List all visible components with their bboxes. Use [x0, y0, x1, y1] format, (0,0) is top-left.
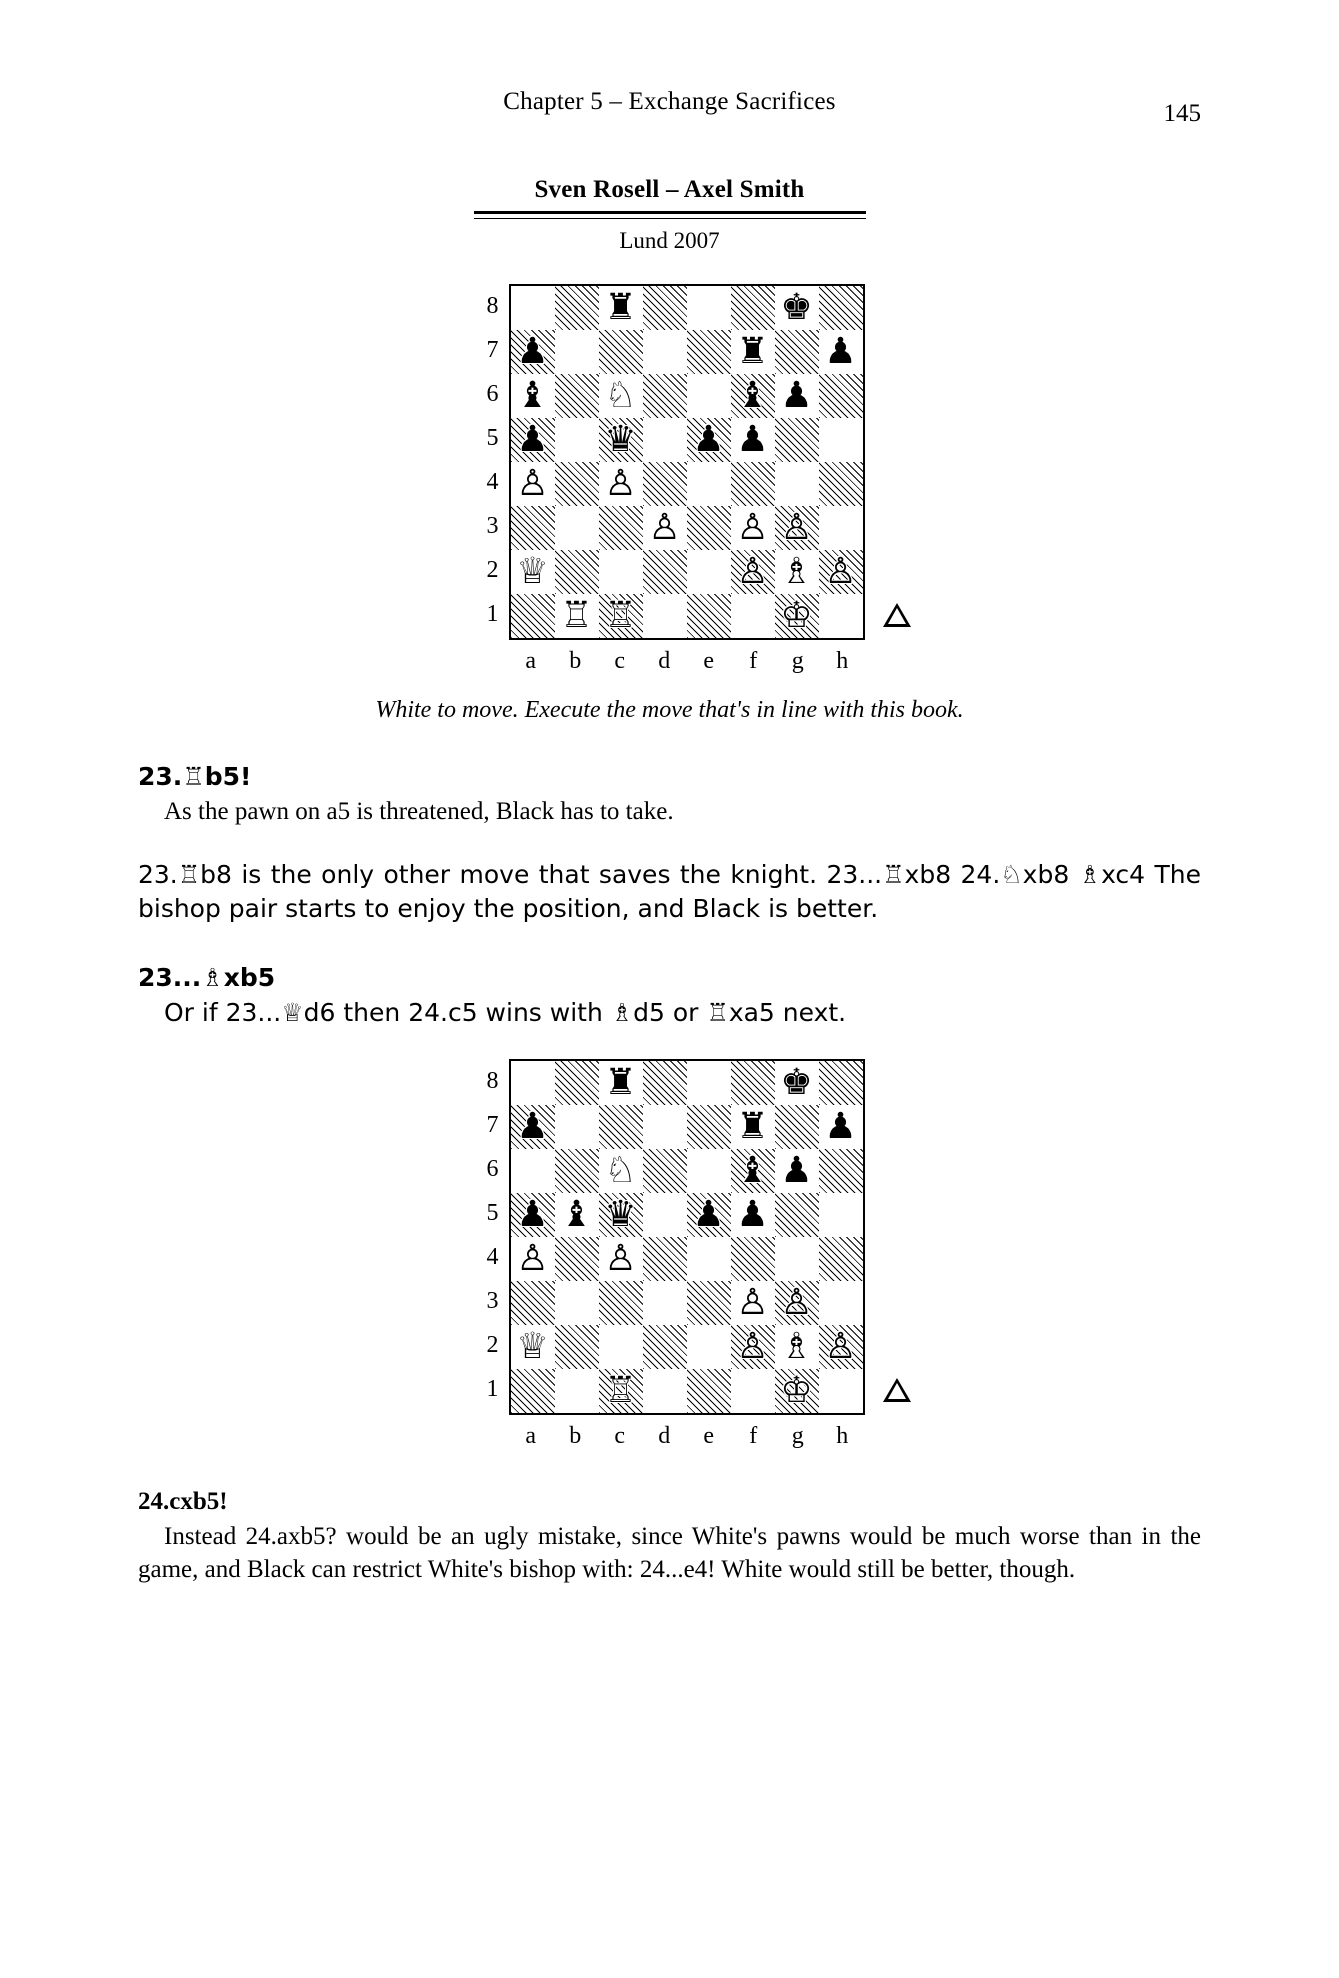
board-square: [555, 374, 599, 418]
file-label: f: [749, 648, 758, 674]
file-label: g: [791, 1423, 804, 1449]
move-23-note: As the pawn on a5 is threatened, Black has to take.: [164, 798, 674, 825]
board-square: [511, 1325, 555, 1369]
chess-piece: ♕: [516, 551, 549, 592]
move-heading-23-black: 23...♗xb5: [138, 962, 276, 992]
file-label: f: [749, 1423, 758, 1449]
board-square: [775, 1281, 819, 1325]
move-23-black-note: Or if 23...♕d6 then 24.c5 wins with ♗d5 or ♖xa5 next.: [164, 997, 847, 1027]
board-square: [643, 462, 687, 506]
rank-labels-1: [475, 284, 509, 636]
rank-label: 3: [486, 1288, 499, 1314]
board-square: [599, 550, 643, 594]
board-square: [555, 506, 599, 550]
board-square: [819, 1237, 863, 1281]
board-square: [775, 1105, 819, 1149]
board-square: [555, 286, 599, 330]
board-square: [819, 1281, 863, 1325]
chess-piece: ♙: [780, 1282, 813, 1323]
chapter-title: Chapter 5 – Exchange Sacrifices: [503, 88, 836, 115]
chess-piece: ♛: [604, 1194, 637, 1235]
chess-piece: ♙: [780, 507, 813, 548]
board-square: [511, 462, 555, 506]
board-square: [599, 506, 643, 550]
chess-piece: ♜: [736, 331, 769, 372]
board-square: [775, 1369, 819, 1413]
board-square: [643, 1105, 687, 1149]
board-square: [687, 1237, 731, 1281]
chess-diagram-1: [138, 284, 1201, 675]
chess-piece: ♙: [736, 1326, 769, 1367]
board-square: [555, 1281, 599, 1325]
board-square: [775, 1325, 819, 1369]
board-square: [599, 286, 643, 330]
header-divider: [474, 211, 866, 219]
chess-piece: ♚: [780, 287, 813, 328]
chess-piece: ♟: [824, 331, 857, 372]
chess-piece: ♕: [516, 1326, 549, 1367]
chess-piece: ♗: [780, 551, 813, 592]
board-square: [599, 462, 643, 506]
running-head: [138, 88, 1201, 128]
board-square: [511, 1281, 555, 1325]
board-square: [687, 1105, 731, 1149]
board-square: [775, 550, 819, 594]
board-square: [819, 1149, 863, 1193]
chess-piece: ♟: [780, 375, 813, 416]
chess-piece: ♟: [692, 1194, 725, 1235]
board-square: [687, 374, 731, 418]
board-square: [555, 462, 599, 506]
move-24-note: Instead 24.axb5? would be an ugly mistake, since White's pawns would be much worse than in the game, and Black can restrict White's bishop with: 24...e4! White would still be better, though.: [138, 1523, 1201, 1584]
chess-piece: ♙: [516, 463, 549, 504]
file-label: a: [525, 648, 537, 674]
chess-piece: ♛: [604, 419, 637, 460]
board-square: [687, 1193, 731, 1237]
board-square: [775, 418, 819, 462]
board-square: [687, 330, 731, 374]
rank-label: 8: [486, 293, 499, 319]
chess-piece: ♖: [560, 595, 593, 636]
board-square: [643, 550, 687, 594]
board-square: [819, 1193, 863, 1237]
board-square: [731, 594, 775, 638]
board-square: [687, 594, 731, 638]
rank-label: 6: [486, 1156, 499, 1182]
board-square: [511, 1105, 555, 1149]
board-square: [731, 550, 775, 594]
board-square: [775, 1149, 819, 1193]
board-square: [819, 1369, 863, 1413]
board-square: [643, 330, 687, 374]
board-square: [775, 374, 819, 418]
board-square: [731, 462, 775, 506]
chess-piece: ♙: [736, 551, 769, 592]
board-square: [643, 1193, 687, 1237]
board-square: [555, 330, 599, 374]
chess-piece: ♜: [604, 1062, 637, 1103]
file-label: g: [791, 648, 804, 674]
rank-label: 8: [486, 1068, 499, 1094]
white-to-move-triangle-icon: [883, 603, 911, 627]
board-square: [819, 506, 863, 550]
rank-label: 4: [486, 1244, 499, 1270]
board-square: [775, 1237, 819, 1281]
board-square: [731, 286, 775, 330]
board-square: [511, 1061, 555, 1105]
file-label: h: [836, 648, 849, 674]
board-square: [555, 594, 599, 638]
board-square: [731, 330, 775, 374]
file-label: a: [525, 1423, 537, 1449]
chess-piece: ♟: [824, 1106, 857, 1147]
diagram-1-caption: White to move. Execute the move that's in line with this book.: [375, 697, 964, 723]
chess-piece: ♟: [736, 1194, 769, 1235]
board-square: [599, 1237, 643, 1281]
rank-labels-2: [475, 1059, 509, 1411]
board-square: [775, 462, 819, 506]
chess-piece: ♔: [780, 595, 813, 636]
rank-label: 5: [486, 425, 499, 451]
board-square: [643, 1149, 687, 1193]
rank-label: 5: [486, 1200, 499, 1226]
event-line: Lund 2007: [619, 228, 720, 253]
board-square: [643, 1237, 687, 1281]
board-square: [511, 1193, 555, 1237]
board-square: [643, 1281, 687, 1325]
chess-piece: ♙: [824, 1326, 857, 1367]
chess-piece: ♖: [604, 595, 637, 636]
board-square: [599, 1105, 643, 1149]
rank-label: 7: [486, 337, 499, 363]
board-square: [511, 550, 555, 594]
chess-piece: ♝: [736, 1150, 769, 1191]
chess-piece: ♙: [736, 1282, 769, 1323]
file-labels-1: [509, 640, 865, 675]
rank-label: 6: [486, 381, 499, 407]
board-square: [687, 286, 731, 330]
file-label: h: [836, 1423, 849, 1449]
chess-piece: ♟: [516, 419, 549, 460]
chess-piece: ♙: [824, 551, 857, 592]
chess-piece: ♙: [516, 1238, 549, 1279]
board-square: [643, 1061, 687, 1105]
chess-piece: ♘: [604, 375, 637, 416]
board-square: [687, 1281, 731, 1325]
chess-piece: ♖: [604, 1370, 637, 1411]
white-to-move-triangle-icon: [883, 1378, 911, 1402]
board-square: [599, 374, 643, 418]
board-square: [643, 1369, 687, 1413]
board-square: [819, 1061, 863, 1105]
rank-label: 1: [486, 601, 499, 627]
board-square: [511, 374, 555, 418]
board-square: [819, 462, 863, 506]
move-heading-24: 24.cxb5!: [138, 1488, 228, 1515]
board-square: [819, 550, 863, 594]
board-square: [599, 1281, 643, 1325]
chessboard-2: [509, 1059, 865, 1415]
board-square: [775, 594, 819, 638]
game-header: [138, 176, 1201, 254]
chess-piece: ♘: [604, 1150, 637, 1191]
board-square: [775, 506, 819, 550]
board-square: [687, 1061, 731, 1105]
chess-piece: ♟: [516, 1106, 549, 1147]
board-square: [731, 506, 775, 550]
board-square: [643, 418, 687, 462]
move-23-alternative: 23.♖b8 is the only other move that saves the knight. 23...♖xb8 24.♘xb8 ♗xc4 The bishop pair starts to enjoy the position, and Black is better.: [138, 860, 1201, 923]
chess-piece: ♟: [516, 331, 549, 372]
rank-label: 2: [486, 557, 499, 583]
board-square: [555, 1325, 599, 1369]
board-square: [555, 1237, 599, 1281]
chess-piece: ♟: [736, 419, 769, 460]
board-square: [599, 1193, 643, 1237]
board-square: [731, 1237, 775, 1281]
chess-piece: ♙: [604, 463, 637, 504]
chess-piece: ♟: [516, 1194, 549, 1235]
board-square: [731, 418, 775, 462]
chess-piece: ♜: [604, 287, 637, 328]
rank-label: 7: [486, 1112, 499, 1138]
move-heading-23: 23.♖b5!: [138, 762, 252, 791]
chess-piece: ♔: [780, 1370, 813, 1411]
board-square: [599, 1149, 643, 1193]
board-square: [643, 1325, 687, 1369]
file-label: d: [658, 648, 671, 674]
chess-piece: ♙: [604, 1238, 637, 1279]
rank-label: 1: [486, 1376, 499, 1402]
rank-label: 2: [486, 1332, 499, 1358]
board-square: [511, 286, 555, 330]
board-square: [511, 594, 555, 638]
board-square: [643, 594, 687, 638]
board-square: [511, 506, 555, 550]
board-square: [731, 1105, 775, 1149]
board-square: [775, 1193, 819, 1237]
board-square: [687, 506, 731, 550]
chess-piece: ♗: [780, 1326, 813, 1367]
board-square: [819, 1105, 863, 1149]
chess-piece: ♝: [736, 375, 769, 416]
board-square: [731, 1149, 775, 1193]
file-label: c: [614, 1423, 626, 1449]
board-square: [643, 506, 687, 550]
board-square: [687, 1369, 731, 1413]
chess-piece: ♚: [780, 1062, 813, 1103]
players-line: Sven Rosell – Axel Smith: [534, 176, 805, 203]
rank-label: 4: [486, 469, 499, 495]
board-square: [511, 330, 555, 374]
board-square: [599, 594, 643, 638]
board-square: [599, 330, 643, 374]
board-square: [555, 1149, 599, 1193]
file-label: b: [569, 648, 582, 674]
board-square: [819, 594, 863, 638]
board-square: [731, 1369, 775, 1413]
board-square: [687, 550, 731, 594]
board-square: [555, 1105, 599, 1149]
document-page: [0, 88, 1339, 1978]
file-label: c: [614, 648, 626, 674]
board-square: [555, 1061, 599, 1105]
board-square: [731, 374, 775, 418]
board-square: [643, 374, 687, 418]
board-square: [599, 1369, 643, 1413]
file-label: b: [569, 1423, 582, 1449]
board-square: [687, 462, 731, 506]
chess-piece: ♙: [736, 507, 769, 548]
board-square: [555, 418, 599, 462]
file-label: e: [703, 648, 715, 674]
board-square: [819, 330, 863, 374]
board-square: [775, 330, 819, 374]
board-square: [599, 1061, 643, 1105]
board-square: [599, 418, 643, 462]
board-square: [511, 418, 555, 462]
board-square: [555, 550, 599, 594]
board-square: [511, 1149, 555, 1193]
chessboard-1: [509, 284, 865, 640]
file-labels-2: [509, 1415, 865, 1450]
board-square: [599, 1325, 643, 1369]
rank-label: 3: [486, 513, 499, 539]
board-square: [731, 1193, 775, 1237]
board-square: [687, 1325, 731, 1369]
board-square: [819, 1325, 863, 1369]
board-square: [555, 1369, 599, 1413]
chess-piece: ♝: [560, 1194, 593, 1235]
chess-piece: ♜: [736, 1106, 769, 1147]
board-square: [555, 1193, 599, 1237]
board-square: [687, 1149, 731, 1193]
board-square: [819, 286, 863, 330]
page-number: 145: [1163, 100, 1201, 127]
board-square: [731, 1281, 775, 1325]
board-square: [687, 418, 731, 462]
board-square: [775, 1061, 819, 1105]
file-label: e: [703, 1423, 715, 1449]
chess-piece: ♟: [692, 419, 725, 460]
board-square: [775, 286, 819, 330]
chess-piece: ♙: [648, 507, 681, 548]
board-square: [511, 1369, 555, 1413]
board-square: [731, 1061, 775, 1105]
board-square: [643, 286, 687, 330]
chess-diagram-2: [138, 1059, 1201, 1450]
board-square: [731, 1325, 775, 1369]
board-square: [819, 374, 863, 418]
board-square: [511, 1237, 555, 1281]
chess-piece: ♝: [516, 375, 549, 416]
board-square: [819, 418, 863, 462]
chess-piece: ♟: [780, 1150, 813, 1191]
file-label: d: [658, 1423, 671, 1449]
